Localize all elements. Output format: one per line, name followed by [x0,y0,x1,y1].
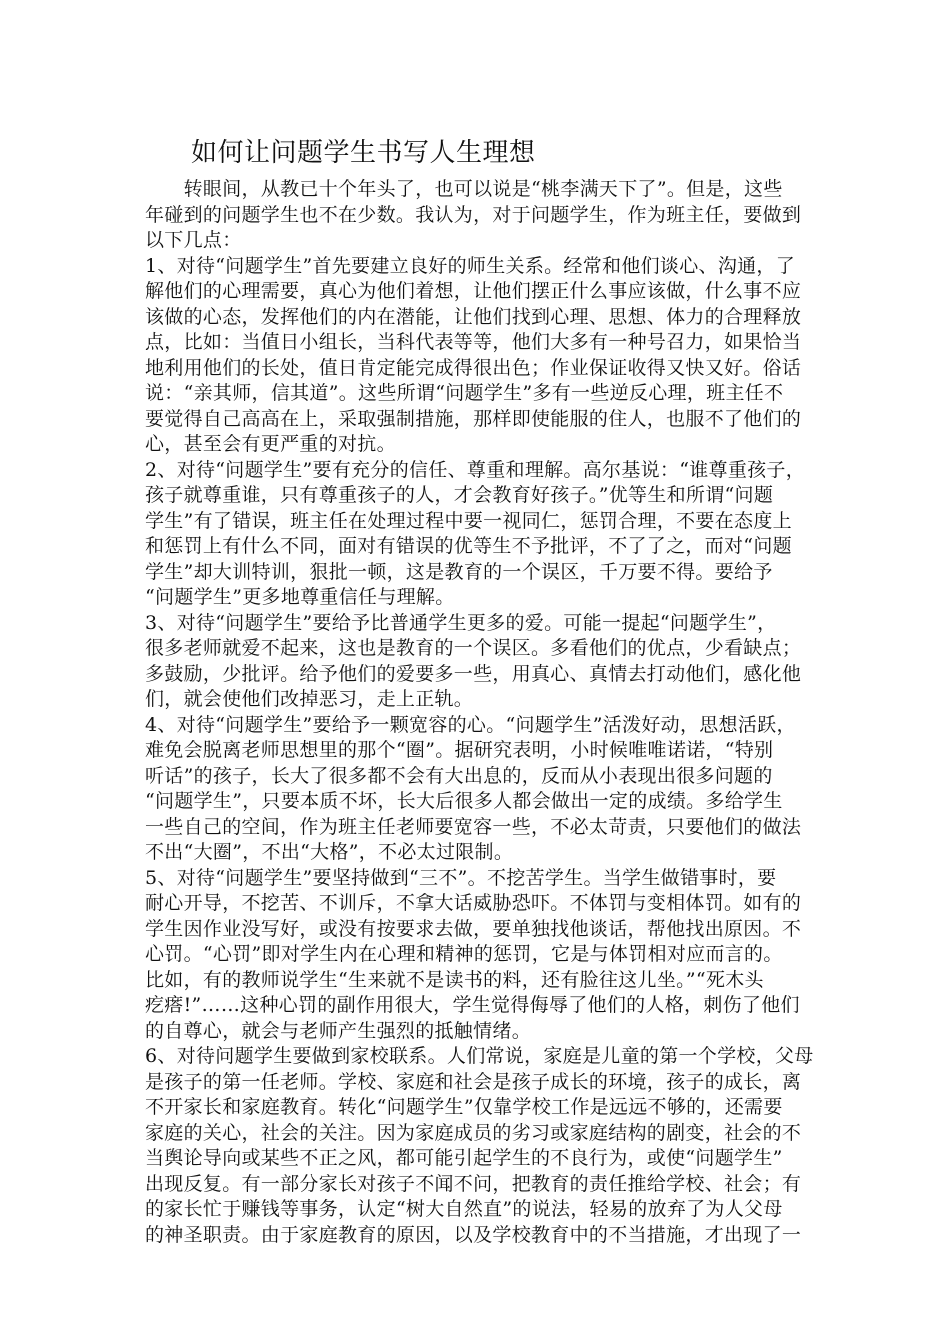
text-line: 6、对待问题学生要做到家校联系。人们常说，家庭是儿童的第一个学校，父母 [145,1045,814,1067]
text-line: 的家长忙于赚钱等事务，认定“树大自然直”的说法，轻易的放弃了为人父母 [145,1198,783,1220]
text-line: 学生”有了错误，班主任在处理过程中要一视同仁，惩罚合理，不要在态度上 [145,509,792,532]
text-line: 一些自己的空间，作为班主任老师要宽容一些，不必太苛责，只要他们的做法 [145,815,802,838]
text-line: 转眼间，从教已十个年头了，也可以说是“桃李满天下了”。但是，这些 [145,178,783,200]
text-line: 们，就会使他们改掉恶习，走上正轨。 [145,688,474,710]
text-line: 是孩子的第一任老师。学校、家庭和社会是孩子成长的环境，孩子的成长，离 [145,1070,802,1093]
text-line: 心罚。“心罚”即对学生内在心理和精神的惩罚，它是与体罚相对应而言的。 [145,943,783,965]
text-line: “问题学生”，只要本质不坏，长大后很多人都会做出一定的成绩。多给学生 [145,790,783,812]
text-line: 3、对待“问题学生”要给予比普通学生更多的爱。可能一提起“问题学生”， [145,611,777,634]
text-line: 以下几点： [145,229,242,251]
text-line: 5、对待“问题学生”要坚持做到“三不”。不挖苦学生。当学生做错事时，要 [145,866,777,889]
text-line: 说：“亲其师，信其道”。这些所谓“问题学生”多有一些逆反心理，班主任不 [145,382,784,404]
text-line: 的自尊心，就会与老师产生强烈的抵触情绪。 [145,1019,532,1042]
text-line: 点，比如：当值日小组长，当科代表等等，他们大多有一种号召力，如果恰当 [145,331,802,353]
text-line: 很多老师就爱不起来，这也是教育的一个误区。多看他们的优点，少看缺点； [145,637,802,659]
text-line: 学生”却大训特训，狠批一顿，这是教育的一个误区，千万要不得。要给予 [145,560,773,583]
text-line: 1、对待“问题学生”首先要建立良好的师生关系。经常和他们谈心、沟通，了 [145,254,796,277]
text-line: 出现反复。有一部分家长对孩子不闻不问，把教育的责任推给学校、社会；有 [145,1172,802,1195]
text-line: 和惩罚上有什么不同，面对有错误的优等生不予批评，不了了之，而对“问题 [145,535,792,557]
document-title: 如何让问题学生书写人生理想 [191,138,536,168]
text-line: “问题学生”更多地尊重信任与理解。 [145,586,455,608]
text-line: 4、对待“问题学生”要给予一颗宽容的心。“问题学生”活泼好动，思想活跃， [145,713,796,736]
text-line: 年碰到的问题学生也不在少数。我认为，对于问题学生，作为班主任，要做到 [145,203,802,226]
text-line: 该做的心态，发挥他们的内在潜能，让他们找到心理、思想、体力的合理释放 [145,305,802,328]
text-line: 孩子就尊重谁，只有尊重孩子的人，才会教育好孩子。”优等生和所谓“问题 [145,484,774,506]
text-line: 家庭的关心，社会的关注。因为家庭成员的劣习或家庭结构的剧变，社会的不 [145,1121,802,1144]
text-line: 当舆论导向或某些不正之风，都可能引起学生的不良行为，或使“问题学生” [145,1147,783,1169]
text-line: 的神圣职责。由于家庭教育的原因，以及学校教育中的不当措施，才出现了一 [145,1223,802,1246]
text-line: 不开家长和家庭教育。转化“问题学生”仅靠学校工作是远远不够的，还需要 [145,1096,783,1118]
text-line: 要觉得自己高高在上，采取强制措施，那样即使能服的住人，也服不了他们的 [145,407,802,430]
text-line: 2、对待“问题学生”要有充分的信任、尊重和理解。高尔基说：“谁尊重孩子， [145,458,806,481]
text-line: 耐心开导，不挖苦、不训斥，不拿大话威胁恐吓。不体罚与变相体罚。如有的 [145,892,802,914]
text-line: 比如，有的教师说学生“生来就不是读书的料，还有脸往这儿坐。”“死木头 [145,968,764,991]
text-line: 解他们的心理需要，真心为他们着想，让他们摆正什么事应该做，什么事不应 [145,280,802,302]
text-line: 听话”的孩子，长大了很多都不会有大出息的，反而从小表现出很多问题的 [145,764,773,787]
text-line: 心，甚至会有更严重的对抗。 [145,433,396,455]
text-line: 多鼓励，少批评。给予他们的爱要多一些，用真心、真情去打动他们，感化他 [145,662,802,685]
text-line: 疙瘩!”……这种心罚的副作用很大，学生觉得侮辱了他们的人格，刺伤了他们 [145,994,800,1016]
text-line: 难免会脱离老师思想里的那个“圈”。据研究表明，小时候唯唯诺诺，“特别 [145,739,774,761]
text-line: 学生因作业没写好，或没有按要求去做，要单独找他谈话，帮他找出原因。不 [145,917,802,940]
text-line: 不出“大圈”，不出“大格”，不必太过限制。 [145,841,514,863]
text-line: 地利用他们的长处，值日肯定能完成得很出色；作业保证收得又快又好。俗话 [145,356,802,379]
document-body [145,177,835,1248]
